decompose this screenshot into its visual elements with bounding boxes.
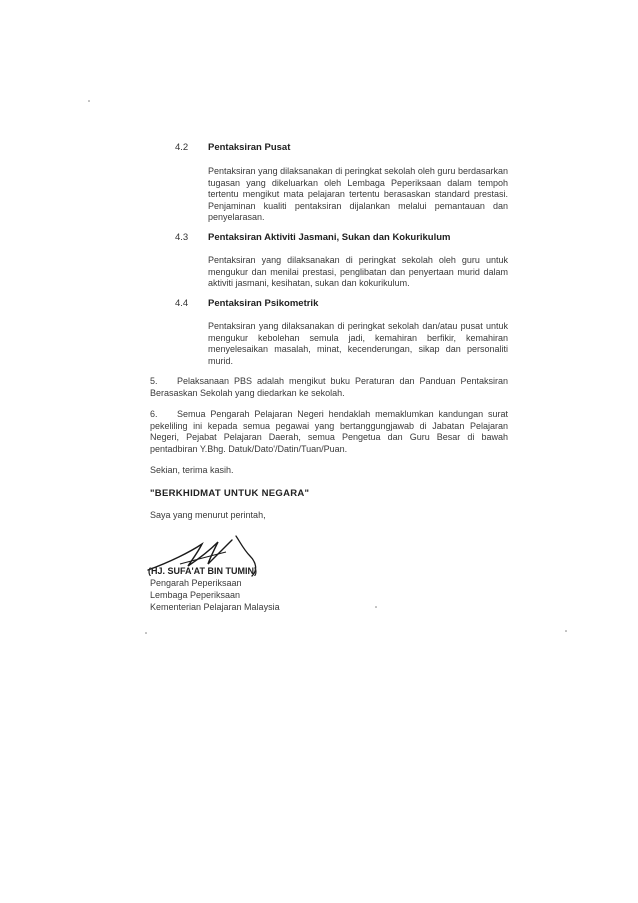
scan-speck bbox=[375, 606, 377, 608]
scan-speck bbox=[145, 632, 147, 634]
paragraph-text: Semua Pengarah Pelajaran Negeri hendaklah memaklumkan kandungan surat pekeliling ini kepada semua pegawai yang bertanggungjawab di Jabatan Pelajaran Negeri, Pejabat Pelajaran Daerah, semua Pengetua dan Guru Besar di bawah pentadbiran Y.Bhg. Datuk/Dato'/Datin/Tuan/Puan. bbox=[150, 409, 508, 454]
paragraph-number: 5. bbox=[150, 376, 158, 386]
scan-speck bbox=[565, 630, 567, 632]
signatory-title: Pengarah Peperiksaan bbox=[150, 578, 242, 588]
paragraph-5 bbox=[150, 376, 508, 399]
closing-line: Sekian, terima kasih. bbox=[150, 465, 234, 475]
section-title: Pentaksiran Psikometrik bbox=[208, 298, 319, 309]
instruction-line: Saya yang menurut perintah, bbox=[150, 510, 266, 520]
signatory-name: (HJ. SUFA'AT BIN TUMIN) bbox=[148, 566, 257, 576]
section-number: 4.2 bbox=[175, 142, 189, 153]
section-title: Pentaksiran Aktiviti Jasmani, Sukan dan Kokurikulum bbox=[208, 232, 451, 243]
scan-speck bbox=[88, 100, 90, 102]
paragraph-6 bbox=[150, 409, 508, 455]
section-title: Pentaksiran Pusat bbox=[208, 142, 291, 153]
section-body: Pentaksiran yang dilaksanakan di peringkat sekolah dan/atau pusat untuk mengukur kebolehan semula jadi, kemahiran berfikir, kemahiran menyelesaikan masalah, minat, kecenderungan, sikap dan personaliti murid. bbox=[208, 321, 508, 366]
paragraph-text: Pelaksanaan PBS adalah mengikut buku Peraturan dan Panduan Pentaksiran Berasaskan Sekolah yang diedarkan ke sekolah. bbox=[150, 376, 508, 398]
signatory-department: Lembaga Peperiksaan bbox=[150, 590, 241, 600]
section-body: Pentaksiran yang dilaksanakan di peringkat sekolah oleh guru berdasarkan tugasan yang dikeluarkan oleh Lembaga Peperiksaan dalam tempoh tertentu mengikut mata pelajaran tertentu berasaskan standard prestasi. Penjaminan kualiti pentaksiran dijalankan melalui pemantauan dan penyelarasan. bbox=[208, 166, 508, 222]
section-number: 4.3 bbox=[175, 232, 189, 243]
section-number: 4.4 bbox=[175, 298, 189, 309]
paragraph-number: 6. bbox=[150, 409, 158, 419]
signatory-ministry: Kementerian Pelajaran Malaysia bbox=[150, 602, 280, 612]
section-body: Pentaksiran yang dilaksanakan di peringkat sekolah oleh guru untuk mengukur dan menilai prestasi, penglibatan dan penyertaan murid dalam aktiviti jasmani, kesihatan, sukan dan kokurikulum. bbox=[208, 255, 508, 288]
motto: "BERKHIDMAT UNTUK NEGARA" bbox=[150, 488, 310, 499]
